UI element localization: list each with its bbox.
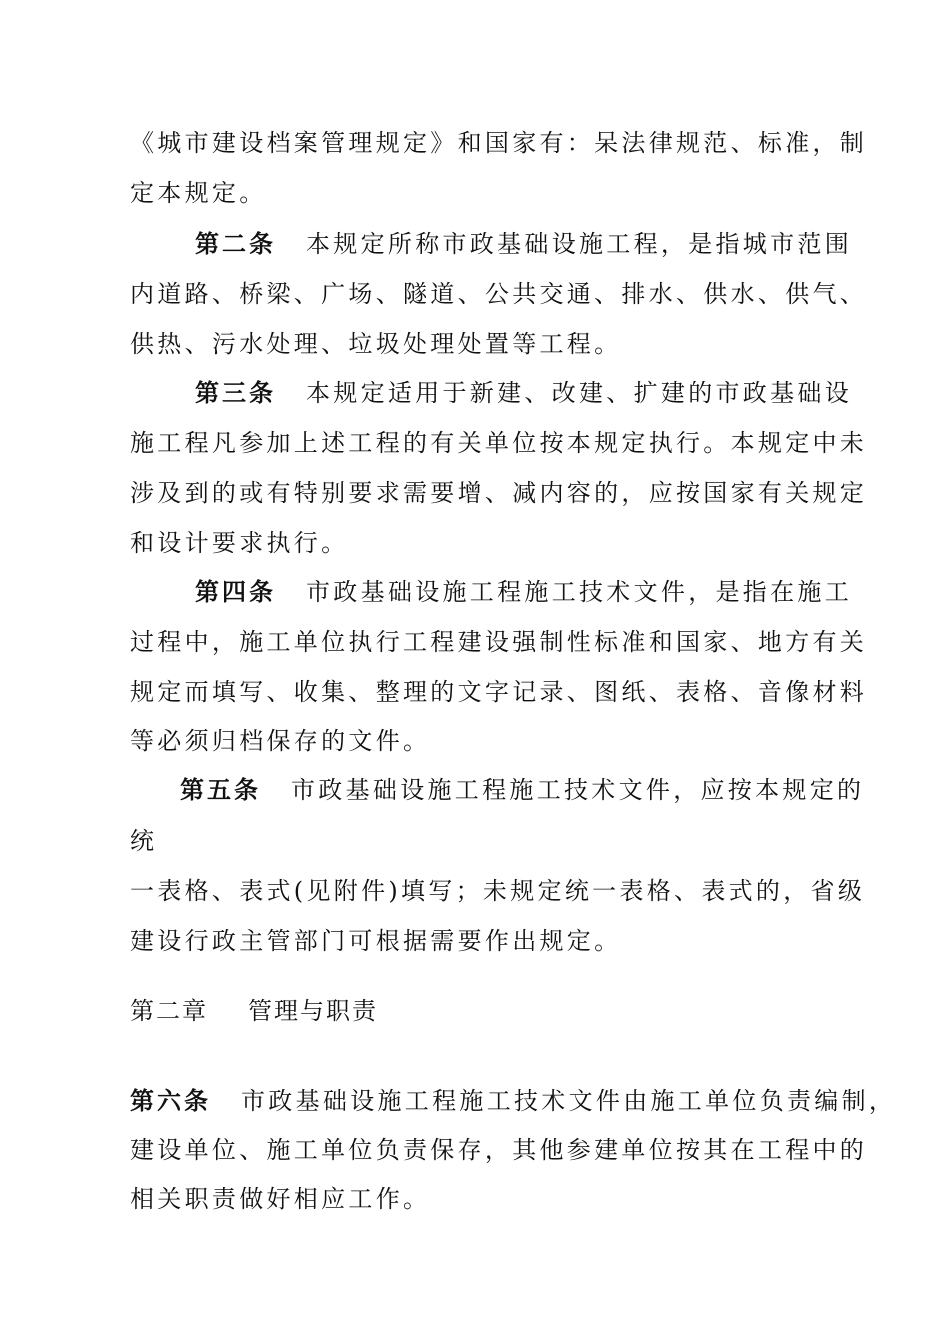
- article-5-line-3: 一表格、表式(见附件)填写；未规定统一表格、表式的，省级: [130, 877, 866, 905]
- article-6-text: 市政基础设施工程施工技术文件由施工单位负责编制，: [241, 1087, 897, 1115]
- article-4-text: 市政基础设施工程施工技术文件，是指在施工: [306, 578, 852, 606]
- article-3-line-3: 涉及到的或有特别要求需要增、减内容的，应按国家有关规定: [130, 479, 868, 507]
- article-2-line-3: 供热、污水处理、垃圾处理处置等工程。: [130, 330, 622, 358]
- article-5-line-2: 统: [130, 827, 158, 855]
- chapter-heading: [130, 995, 830, 1027]
- article-3-first-line: [195, 377, 852, 409]
- article-3-line-4: 和设计要求执行。: [130, 529, 349, 557]
- article-6-line-3: 相关职责做好相应工作。: [130, 1185, 431, 1213]
- article-3-text: 本规定适用于新建、改建、扩建的市政基础设: [306, 379, 852, 407]
- article-6-line-2: 建设单位、施工单位负责保存，其他参建单位按其在工程中的: [130, 1136, 868, 1164]
- article-4-line-3: 规定而填写、收集、整理的文字记录、图纸、表格、音像材料: [130, 678, 868, 706]
- chapter-title: 管理与职责: [248, 997, 378, 1025]
- intro-line-2: 定本规定。: [130, 179, 267, 207]
- article-5-first-line: [180, 774, 865, 806]
- intro-line-1: 《城市建设档案管理规定》和国家有：呆法律规范、标准，制: [130, 129, 868, 157]
- article-4-title: 第四条: [195, 577, 276, 606]
- article-5-title: 第五条: [180, 775, 261, 804]
- article-4-line-2: 过程中，施工单位执行工程建设强制性标准和国家、地方有关: [130, 628, 868, 656]
- article-2-text: 本规定所称市政基础设施工程，是指城市范围: [306, 230, 852, 258]
- article-4-line-4: 等必须归档保存的文件。: [130, 727, 431, 755]
- article-6-first-line: [130, 1085, 897, 1117]
- article-6-title: 第六条: [130, 1086, 211, 1115]
- article-4-first-line: [195, 576, 852, 608]
- article-3-title: 第三条: [195, 378, 276, 407]
- chapter-number: 第二章: [130, 997, 208, 1025]
- article-2-title: 第二条: [195, 229, 276, 258]
- article-3-line-2: 施工程凡参加上述工程的有关单位按本规定执行。本规定中未: [130, 429, 868, 457]
- article-2-first-line: [195, 228, 852, 260]
- article-5-line-4: 建设行政主管部门可根据需要作出规定。: [130, 927, 622, 955]
- article-2-line-2: 内道路、桥梁、广场、隧道、公共交通、排水、供水、供气、: [130, 280, 868, 308]
- article-5-text: 市政基础设施工程施工技术文件，应按本规定的: [291, 776, 865, 804]
